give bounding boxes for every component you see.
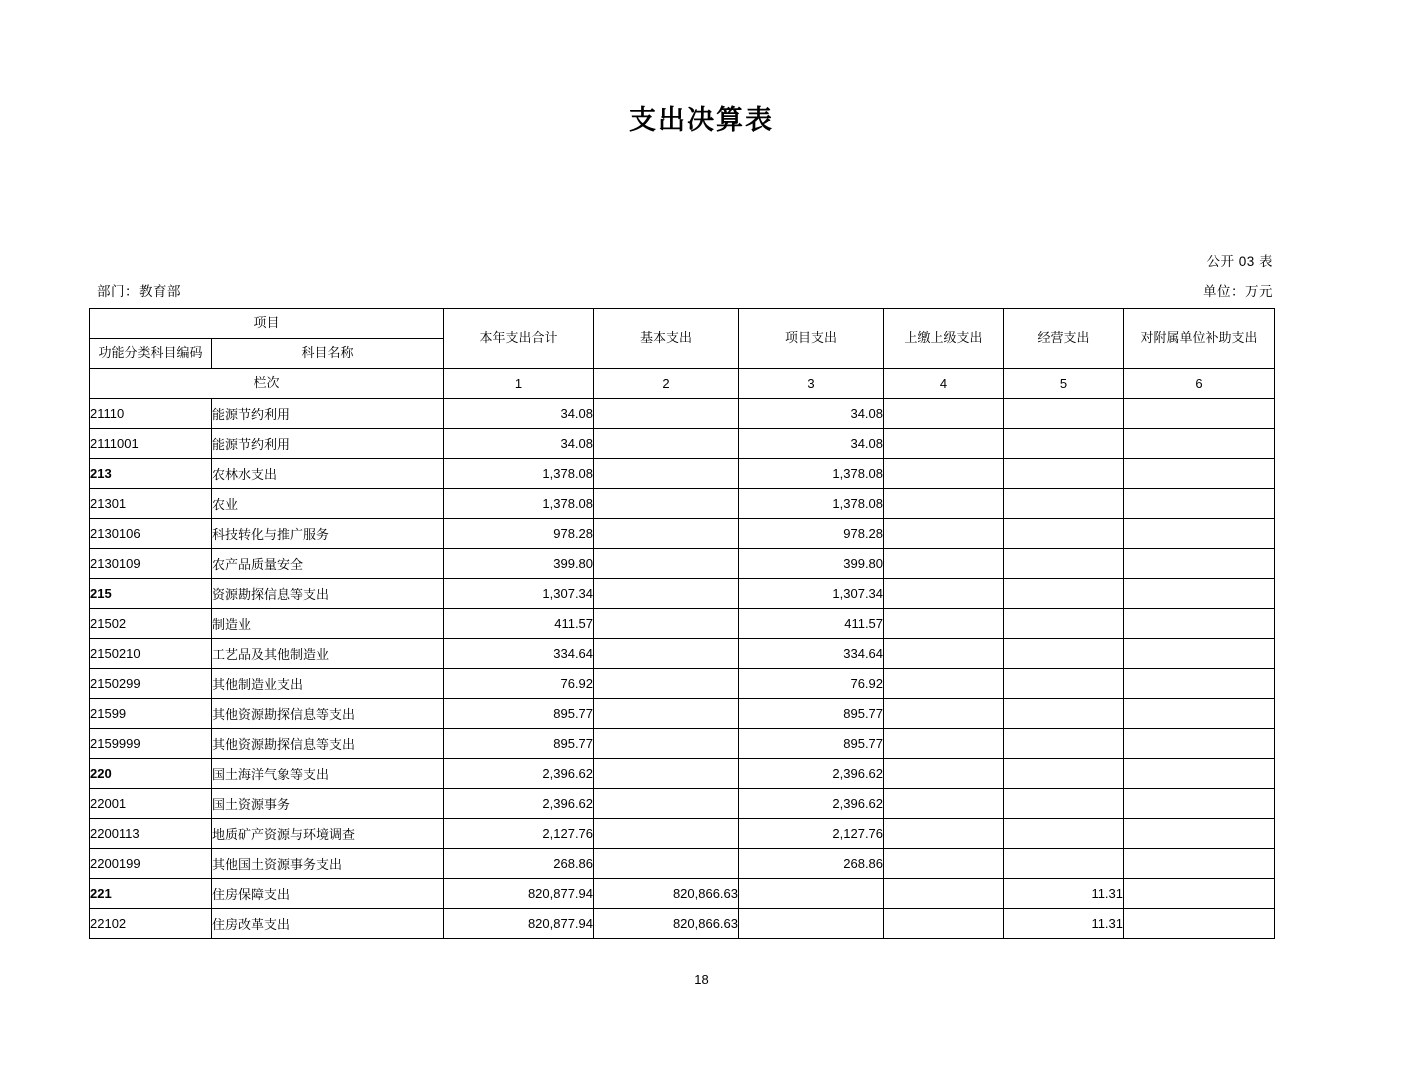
cell-upper xyxy=(884,459,1004,489)
cell-basic: 820,866.63 xyxy=(594,909,739,939)
table-header-row-group xyxy=(90,309,1275,339)
table-column-number-row xyxy=(90,369,1275,399)
cell-operating: 11.31 xyxy=(1004,909,1124,939)
cell-upper xyxy=(884,729,1004,759)
cell-basic: 820,866.63 xyxy=(594,879,739,909)
cell-upper xyxy=(884,819,1004,849)
cell-project: 895.77 xyxy=(739,729,884,759)
cell-subject-name: 其他资源勘探信息等支出 xyxy=(212,699,444,729)
cell-project: 399.80 xyxy=(739,549,884,579)
header-code: 功能分类科目编码 xyxy=(90,339,212,369)
cell-project: 34.08 xyxy=(739,399,884,429)
cell-project: 1,378.08 xyxy=(739,489,884,519)
cell-upper xyxy=(884,879,1004,909)
sheet-number: 公开 03 表 xyxy=(1206,254,1273,269)
cell-basic xyxy=(594,759,739,789)
table-row xyxy=(90,489,1275,519)
cell-total: 2,127.76 xyxy=(444,819,594,849)
cell-total: 1,307.34 xyxy=(444,579,594,609)
table-row xyxy=(90,909,1275,939)
cell-basic xyxy=(594,579,739,609)
cell-operating xyxy=(1004,459,1124,489)
header-group-item: 项目 xyxy=(90,309,444,339)
table-row xyxy=(90,639,1275,669)
cell-subject-name: 其他国土资源事务支出 xyxy=(212,849,444,879)
cell-total: 334.64 xyxy=(444,639,594,669)
cell-operating: 11.31 xyxy=(1004,879,1124,909)
column-number-4: 4 xyxy=(884,369,1004,399)
cell-total: 34.08 xyxy=(444,399,594,429)
table-row xyxy=(90,519,1275,549)
cell-subsidy xyxy=(1124,609,1275,639)
cell-total: 820,877.94 xyxy=(444,909,594,939)
cell-upper xyxy=(884,519,1004,549)
cell-project: 76.92 xyxy=(739,669,884,699)
cell-operating xyxy=(1004,729,1124,759)
cell-basic xyxy=(594,519,739,549)
cell-upper xyxy=(884,579,1004,609)
cell-subsidy xyxy=(1124,429,1275,459)
header-total: 本年支出合计 xyxy=(444,309,594,369)
table-row xyxy=(90,669,1275,699)
column-number-2: 2 xyxy=(594,369,739,399)
cell-total: 1,378.08 xyxy=(444,459,594,489)
cell-project: 411.57 xyxy=(739,609,884,639)
cell-code: 213 xyxy=(90,459,212,489)
cell-code: 22102 xyxy=(90,909,212,939)
cell-upper xyxy=(884,909,1004,939)
cell-code: 2200113 xyxy=(90,819,212,849)
cell-subject-name: 其他资源勘探信息等支出 xyxy=(212,729,444,759)
table-row xyxy=(90,879,1275,909)
cell-code: 221 xyxy=(90,879,212,909)
table-row xyxy=(90,579,1275,609)
cell-subsidy xyxy=(1124,789,1275,819)
cell-project: 895.77 xyxy=(739,699,884,729)
cell-project: 978.28 xyxy=(739,519,884,549)
table-row xyxy=(90,459,1275,489)
cell-upper xyxy=(884,549,1004,579)
cell-basic xyxy=(594,639,739,669)
table-row xyxy=(90,729,1275,759)
column-number-5: 5 xyxy=(1004,369,1124,399)
expenditure-table xyxy=(89,308,1275,939)
cell-basic xyxy=(594,429,739,459)
cell-subsidy xyxy=(1124,399,1275,429)
cell-total: 1,378.08 xyxy=(444,489,594,519)
cell-total: 2,396.62 xyxy=(444,789,594,819)
cell-subsidy xyxy=(1124,759,1275,789)
cell-project: 2,127.76 xyxy=(739,819,884,849)
cell-subject-name: 农业 xyxy=(212,489,444,519)
cell-upper xyxy=(884,849,1004,879)
cell-operating xyxy=(1004,429,1124,459)
cell-subject-name: 制造业 xyxy=(212,609,444,639)
cell-code: 2130109 xyxy=(90,549,212,579)
cell-upper xyxy=(884,759,1004,789)
cell-code: 21110 xyxy=(90,399,212,429)
cell-total: 895.77 xyxy=(444,729,594,759)
cell-operating xyxy=(1004,699,1124,729)
cell-code: 21502 xyxy=(90,609,212,639)
cell-subject-name: 住房保障支出 xyxy=(212,879,444,909)
table-row xyxy=(90,549,1275,579)
cell-subject-name: 能源节约利用 xyxy=(212,429,444,459)
cell-operating xyxy=(1004,669,1124,699)
cell-basic xyxy=(594,819,739,849)
cell-operating xyxy=(1004,759,1124,789)
cell-subject-name: 农林水支出 xyxy=(212,459,444,489)
cell-subject-name: 地质矿产资源与环境调查 xyxy=(212,819,444,849)
cell-subsidy xyxy=(1124,489,1275,519)
table-row xyxy=(90,699,1275,729)
cell-project: 2,396.62 xyxy=(739,789,884,819)
cell-subsidy xyxy=(1124,909,1275,939)
cell-basic xyxy=(594,399,739,429)
cell-subject-name: 国土资源事务 xyxy=(212,789,444,819)
cell-basic xyxy=(594,549,739,579)
cell-operating xyxy=(1004,639,1124,669)
header-upper: 上缴上级支出 xyxy=(884,309,1004,369)
cell-subsidy xyxy=(1124,549,1275,579)
cell-total: 820,877.94 xyxy=(444,879,594,909)
cell-operating xyxy=(1004,789,1124,819)
cell-subject-name: 能源节约利用 xyxy=(212,399,444,429)
cell-subsidy xyxy=(1124,729,1275,759)
table-row xyxy=(90,759,1275,789)
cell-project: 1,378.08 xyxy=(739,459,884,489)
cell-total: 978.28 xyxy=(444,519,594,549)
cell-subject-name: 农产品质量安全 xyxy=(212,549,444,579)
cell-subsidy xyxy=(1124,459,1275,489)
cell-upper xyxy=(884,399,1004,429)
cell-subsidy xyxy=(1124,819,1275,849)
cell-basic xyxy=(594,729,739,759)
cell-project xyxy=(739,879,884,909)
cell-code: 2150210 xyxy=(90,639,212,669)
cell-operating xyxy=(1004,489,1124,519)
cell-subsidy xyxy=(1124,519,1275,549)
cell-upper xyxy=(884,789,1004,819)
cell-subsidy xyxy=(1124,579,1275,609)
cell-code: 21301 xyxy=(90,489,212,519)
cell-code: 215 xyxy=(90,579,212,609)
cell-total: 34.08 xyxy=(444,429,594,459)
column-number-6: 6 xyxy=(1124,369,1275,399)
cell-total: 2,396.62 xyxy=(444,759,594,789)
cell-subject-name: 国土海洋气象等支出 xyxy=(212,759,444,789)
cell-project: 268.86 xyxy=(739,849,884,879)
header-basic: 基本支出 xyxy=(594,309,739,369)
cell-basic xyxy=(594,609,739,639)
cell-subject-name: 科技转化与推广服务 xyxy=(212,519,444,549)
cell-code: 2200199 xyxy=(90,849,212,879)
cell-basic xyxy=(594,489,739,519)
row-label-lanci: 栏次 xyxy=(90,369,444,399)
cell-subject-name: 工艺品及其他制造业 xyxy=(212,639,444,669)
cell-total: 895.77 xyxy=(444,699,594,729)
header-subsidy: 对附属单位补助支出 xyxy=(1124,309,1275,369)
cell-subsidy xyxy=(1124,879,1275,909)
cell-basic xyxy=(594,789,739,819)
cell-project: 334.64 xyxy=(739,639,884,669)
cell-project xyxy=(739,909,884,939)
table-row xyxy=(90,399,1275,429)
cell-upper xyxy=(884,429,1004,459)
column-number-3: 3 xyxy=(739,369,884,399)
cell-basic xyxy=(594,669,739,699)
cell-upper xyxy=(884,609,1004,639)
cell-operating xyxy=(1004,519,1124,549)
cell-basic xyxy=(594,699,739,729)
cell-operating xyxy=(1004,819,1124,849)
cell-code: 220 xyxy=(90,759,212,789)
cell-upper xyxy=(884,639,1004,669)
cell-basic xyxy=(594,849,739,879)
header-name: 科目名称 xyxy=(212,339,444,369)
cell-subsidy xyxy=(1124,669,1275,699)
cell-subject-name: 资源勘探信息等支出 xyxy=(212,579,444,609)
document-page xyxy=(0,98,1403,1090)
cell-operating xyxy=(1004,549,1124,579)
header-project: 项目支出 xyxy=(739,309,884,369)
header-operating: 经营支出 xyxy=(1004,309,1124,369)
cell-code: 2159999 xyxy=(90,729,212,759)
table-row xyxy=(90,849,1275,879)
cell-total: 399.80 xyxy=(444,549,594,579)
cell-code: 2111001 xyxy=(90,429,212,459)
cell-total: 411.57 xyxy=(444,609,594,639)
cell-subject-name: 住房改革支出 xyxy=(212,909,444,939)
cell-subject-name: 其他制造业支出 xyxy=(212,669,444,699)
column-number-1: 1 xyxy=(444,369,594,399)
cell-project: 2,396.62 xyxy=(739,759,884,789)
cell-operating xyxy=(1004,609,1124,639)
cell-upper xyxy=(884,699,1004,729)
department-label: 部门：教育部 xyxy=(97,284,181,299)
cell-total: 76.92 xyxy=(444,669,594,699)
cell-project: 1,307.34 xyxy=(739,579,884,609)
cell-operating xyxy=(1004,579,1124,609)
unit-label: 单位：万元 xyxy=(1203,284,1273,299)
cell-project: 34.08 xyxy=(739,429,884,459)
table-row xyxy=(90,819,1275,849)
cell-basic xyxy=(594,459,739,489)
cell-code: 2150299 xyxy=(90,669,212,699)
cell-upper xyxy=(884,669,1004,699)
cell-subsidy xyxy=(1124,699,1275,729)
table-row xyxy=(90,609,1275,639)
cell-subsidy xyxy=(1124,849,1275,879)
page-number: 18 xyxy=(694,972,709,987)
cell-operating xyxy=(1004,399,1124,429)
page-title: 支出决算表 xyxy=(629,105,774,135)
cell-subsidy xyxy=(1124,639,1275,669)
table-row xyxy=(90,789,1275,819)
cell-total: 268.86 xyxy=(444,849,594,879)
cell-code: 22001 xyxy=(90,789,212,819)
table-row xyxy=(90,429,1275,459)
cell-operating xyxy=(1004,849,1124,879)
cell-code: 2130106 xyxy=(90,519,212,549)
cell-code: 21599 xyxy=(90,699,212,729)
cell-upper xyxy=(884,489,1004,519)
